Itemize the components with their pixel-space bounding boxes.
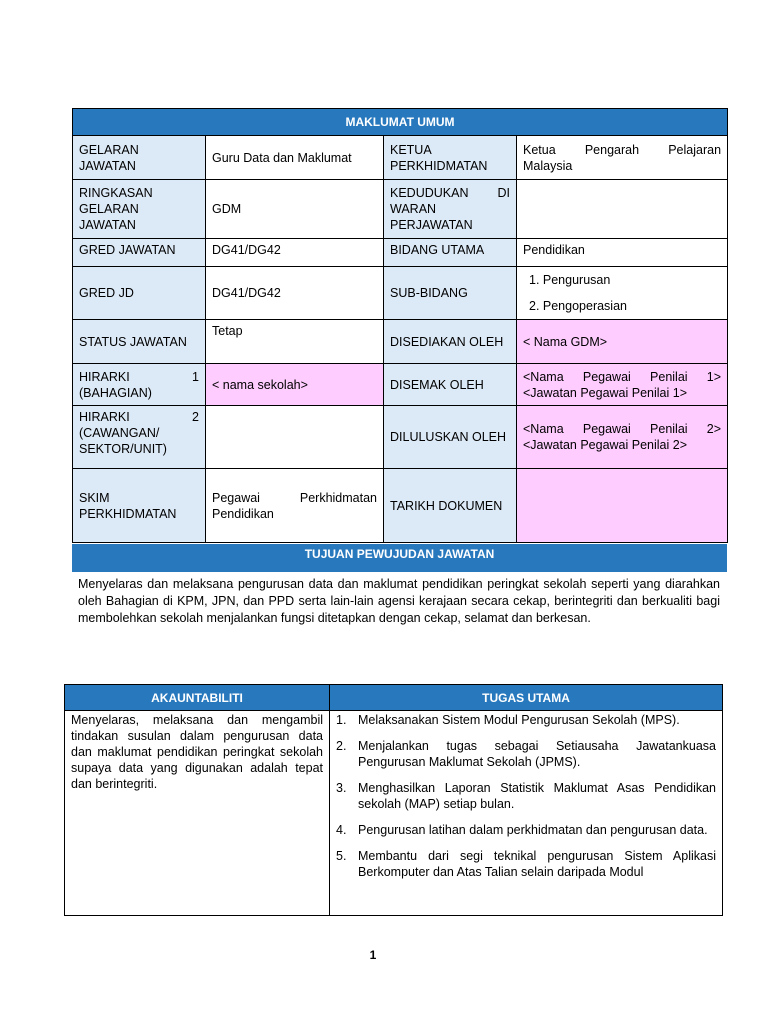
accountability-text: Menyelaras, melaksana dan mengambil tindakan susulan dalam pengurusan data dan maklumat pendidikan peringkat sekolah supaya data yang digunakan adalah tepat dan berintegriti. — [65, 711, 330, 916]
sub-field-item: 2. Pengoperasian — [529, 299, 627, 313]
job-title-value: Guru Data dan Maklumat — [206, 136, 384, 180]
task-text: Melaksanakan Sistem Modul Pengurusan Sekolah (MPS). — [358, 713, 680, 727]
task-text: Menghasilkan Laporan Statistik Maklumat Asas Pendidikan sekolah (MAP) setiap bulan. — [358, 781, 716, 811]
approved-by-value — [517, 406, 728, 469]
job-status-label: STATUS JAWATAN — [73, 320, 206, 364]
warrant-position-value — [517, 180, 728, 239]
task-item — [336, 738, 716, 770]
task-item — [336, 822, 716, 838]
service-scheme-value: Pegawai Perkhidmatan Pendidikan — [206, 469, 384, 543]
service-head-label: KETUA PERKHIDMATAN — [384, 136, 517, 180]
main-tasks-cell — [330, 711, 723, 916]
job-title-label: GELARAN JAWATAN — [73, 136, 206, 180]
task-number: 5. — [336, 849, 347, 863]
sub-field-value — [517, 267, 728, 320]
duties-table — [64, 684, 723, 916]
accountability-header: AKAUNTABILITI — [65, 685, 330, 711]
task-number: 4. — [336, 823, 347, 837]
short-title-label: RINGKASAN GELARAN JAWATAN — [73, 180, 206, 239]
task-item — [336, 712, 716, 728]
service-scheme-label: SKIM PERKHIDMATAN — [73, 469, 206, 543]
task-number: 1. — [336, 713, 347, 727]
document-date-label: TARIKH DOKUMEN — [384, 469, 517, 543]
reviewer-name: <Nama Pegawai Penilai 1> — [523, 369, 722, 384]
jd-grade-value: DG41/DG42 — [206, 267, 384, 320]
page-number: 1 — [369, 948, 377, 962]
sub-field-label: SUB-BIDANG — [384, 267, 517, 320]
task-text: Pengurusan latihan dalam perkhidmatan dan pengurusan data. — [358, 823, 708, 837]
reviewed-by-value — [517, 364, 728, 406]
general-info-table — [72, 108, 728, 543]
reviewed-by-label: DISEMAK OLEH — [384, 364, 517, 406]
hierarchy-2-label-sub: (CAWANGAN/ SEKTOR/UNIT) — [79, 426, 167, 456]
job-status-value: Tetap — [206, 320, 384, 364]
general-info-header: MAKLUMAT UMUM — [73, 109, 728, 136]
prepared-by-label: DISEDIAKAN OLEH — [384, 320, 517, 364]
sub-field-item: 1. Pengurusan — [529, 273, 611, 287]
hierarchy-1-label-sub: (BAHAGIAN) — [79, 385, 152, 400]
task-number: 3. — [336, 781, 347, 795]
task-item — [336, 780, 716, 812]
main-field-value: Pendidikan — [517, 239, 728, 267]
job-grade-label: GRED JAWATAN — [73, 239, 206, 267]
hierarchy-1-label-line: HIRARKI 1 — [79, 369, 199, 384]
task-text: Menjalankan tugas sebagai Setiausaha Jawatankuasa Pengurusan Maklumat Sekolah (JPMS). — [358, 739, 716, 769]
reviewer-position: <Jawatan Pegawai Penilai 1> — [523, 385, 688, 400]
sub-field-list — [523, 267, 721, 319]
approved-by-label: DILULUSKAN OLEH — [384, 406, 517, 469]
short-title-value: GDM — [206, 180, 384, 239]
purpose-text: Menyelaras dan melaksana pengurusan data dan maklumat pendidikan peringkat sekolah seperti yang diarahkan oleh Bahagian di KPM, JPN, dan PPD serta lain-lain agensi kerajaan secara cekap, berintegriti dan berkualiti bagi membolehkan sekolah menjalankan fungsi ditetapkan dengan cekap, selamat dan berkesan. — [78, 577, 720, 625]
hierarchy-1-value: < nama sekolah> — [206, 364, 384, 406]
warrant-position-label: KEDUDUKAN DI WARAN PERJAWATAN — [384, 180, 517, 239]
hierarchy-2-value — [206, 406, 384, 469]
prepared-by-value: < Nama GDM> — [517, 320, 728, 364]
service-head-value: Ketua Pengarah Pelajaran Malaysia — [517, 136, 728, 180]
document-date-value — [517, 469, 728, 543]
task-number: 2. — [336, 739, 347, 753]
approver-name: <Nama Pegawai Penilai 2> — [523, 422, 722, 436]
hierarchy-2-label-line: HIRARKI 2 — [79, 410, 199, 424]
main-tasks-list — [336, 712, 716, 880]
job-grade-value: DG41/DG42 — [206, 239, 384, 267]
hierarchy-1-label — [73, 364, 206, 406]
purpose-header: TUJUAN PEWUJUDAN JAWATAN — [72, 544, 727, 572]
task-item — [336, 848, 716, 880]
task-text: Membantu dari segi teknikal pengurusan Sistem Aplikasi Berkomputer dan Atas Talian selain daripada Modul — [358, 849, 716, 879]
jd-grade-label: GRED JD — [73, 267, 206, 320]
approver-position: <Jawatan Pegawai Penilai 2> — [523, 438, 688, 452]
main-field-label: BIDANG UTAMA — [384, 239, 517, 267]
main-tasks-header: TUGAS UTAMA — [330, 685, 723, 711]
hierarchy-2-label — [73, 406, 206, 469]
